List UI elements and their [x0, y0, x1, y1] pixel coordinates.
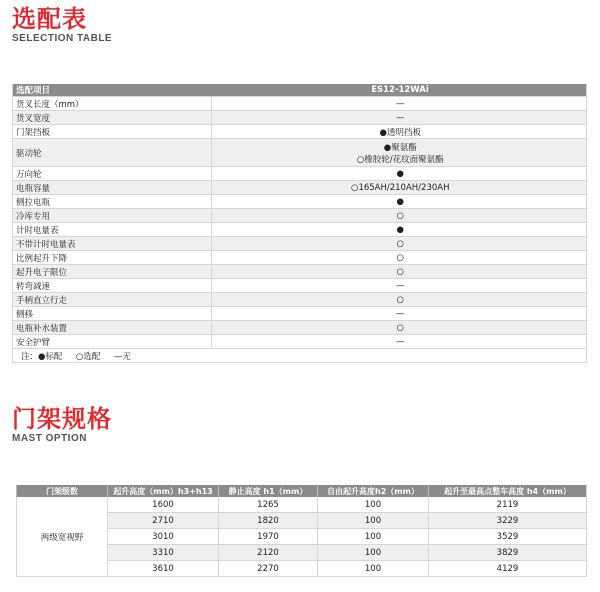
- selection-item-label: 安全护臂: [13, 335, 212, 349]
- mast-cell: 1970: [219, 529, 318, 545]
- selection-row: [13, 125, 587, 139]
- selection-item-label: 门架挡板: [13, 125, 212, 139]
- selection-item-value: ○165AH/210AH/230AH: [211, 181, 587, 195]
- selection-item-label: 驱动轮: [13, 139, 212, 167]
- selection-row: [13, 293, 587, 307]
- selection-item-value: —: [211, 279, 587, 293]
- selection-row: [13, 223, 587, 237]
- mast-cell: 3829: [429, 545, 587, 561]
- selection-item-label: 计时电量表: [13, 223, 212, 237]
- selection-header-row: [13, 84, 587, 97]
- selection-item-value: ○: [211, 237, 587, 251]
- selection-item-label: 侧移: [13, 307, 212, 321]
- selection-item-value: [211, 139, 587, 167]
- selection-item-label: 货叉宽度: [13, 111, 212, 125]
- mast-title: 门架规格: [12, 405, 112, 433]
- selection-row: [13, 209, 587, 223]
- selection-item-value: —: [211, 307, 587, 321]
- mast-heading: [12, 406, 112, 445]
- selection-table: [12, 84, 587, 363]
- mast-header: 自由起升高度h2（mm）: [318, 485, 429, 497]
- mast-cell: 3010: [108, 529, 219, 545]
- selection-item-value: —: [211, 111, 587, 125]
- mast-header: 起升至最高点整车高度 h4（mm）: [429, 485, 587, 497]
- mast-cell: 3529: [429, 529, 587, 545]
- selection-item-label: 冷库专用: [13, 209, 212, 223]
- mast-cell: 2270: [219, 561, 318, 577]
- selection-item-label: 手柄直立行走: [13, 293, 212, 307]
- selection-item-label: 电瓶容量: [13, 181, 212, 195]
- mast-cell: 3610: [108, 561, 219, 577]
- mast-cell: 1265: [219, 497, 318, 513]
- mast-header-row: [17, 485, 587, 497]
- selection-subtitle: SELECTION TABLE: [12, 33, 113, 44]
- selection-heading: [12, 6, 112, 45]
- mast-group-label: 两级宽视野: [17, 497, 108, 577]
- selection-item-label: 起升电子限位: [13, 265, 212, 279]
- mast-cell: 2120: [219, 545, 318, 561]
- mast-cell: 3310: [108, 545, 219, 561]
- selection-title: 选配表: [12, 5, 87, 33]
- selection-item-label: 转弯减速: [13, 279, 212, 293]
- selection-item-value: ●: [211, 223, 587, 237]
- mast-header: 静止高度 h1（mm）: [219, 485, 318, 497]
- selection-item-label: 货叉长度（mm）: [13, 97, 212, 111]
- mast-table: [16, 485, 587, 577]
- selection-value-line: ●聚氨酯: [383, 142, 417, 153]
- mast-row: [17, 497, 587, 513]
- selection-item-value: ●: [211, 195, 587, 209]
- mast-cell: 100: [318, 497, 429, 513]
- selection-row: [13, 279, 587, 293]
- selection-item-label: 不带计时电量表: [13, 237, 212, 251]
- selection-item-value: ○: [211, 293, 587, 307]
- mast-cell: 4129: [429, 561, 587, 577]
- selection-row: [13, 307, 587, 321]
- mast-cell: 100: [318, 561, 429, 577]
- selection-row: [13, 321, 587, 335]
- mast-subtitle: MAST OPTION: [12, 433, 87, 444]
- legend-note-row: [13, 349, 587, 363]
- selection-row: [13, 167, 587, 181]
- selection-item-value: —: [211, 335, 587, 349]
- selection-row: [13, 139, 587, 167]
- selection-item-label: 电瓶补水装置: [13, 321, 212, 335]
- selection-value-line: ○橡胶轮/花纹面聚氨酯: [356, 154, 444, 165]
- selection-item-value: ○: [211, 321, 587, 335]
- header-item: 选配项目: [13, 84, 212, 97]
- selection-row: [13, 237, 587, 251]
- mast-cell: 100: [318, 545, 429, 561]
- mast-header: 起升高度（mm）h3+h13: [108, 485, 219, 497]
- selection-item-label: 比例起升下降: [13, 251, 212, 265]
- selection-item-label: 侧拉电瓶: [13, 195, 212, 209]
- selection-item-value: ○: [211, 209, 587, 223]
- selection-item-value: ○: [211, 251, 587, 265]
- selection-row: [13, 251, 587, 265]
- selection-row: [13, 97, 587, 111]
- selection-row: [13, 181, 587, 195]
- selection-item-value: ○: [211, 265, 587, 279]
- mast-cell: 1820: [219, 513, 318, 529]
- mast-header: 门架级数: [17, 485, 108, 497]
- mast-cell: 100: [318, 513, 429, 529]
- selection-row: [13, 111, 587, 125]
- mast-cell: 100: [318, 529, 429, 545]
- selection-item-value: ●透明挡板: [211, 125, 587, 139]
- legend-note: 注：●标配 ○选配 —无: [13, 349, 587, 363]
- mast-cell: 2119: [429, 497, 587, 513]
- selection-item-label: 万向轮: [13, 167, 212, 181]
- mast-cell: 2710: [108, 513, 219, 529]
- selection-row: [13, 195, 587, 209]
- mast-cell: 3229: [429, 513, 587, 529]
- header-model: ES12-12WAi: [211, 84, 587, 97]
- selection-row: [13, 265, 587, 279]
- selection-row: [13, 335, 587, 349]
- selection-item-value: —: [211, 97, 587, 111]
- mast-cell: 1600: [108, 497, 219, 513]
- selection-item-value: ●: [211, 167, 587, 181]
